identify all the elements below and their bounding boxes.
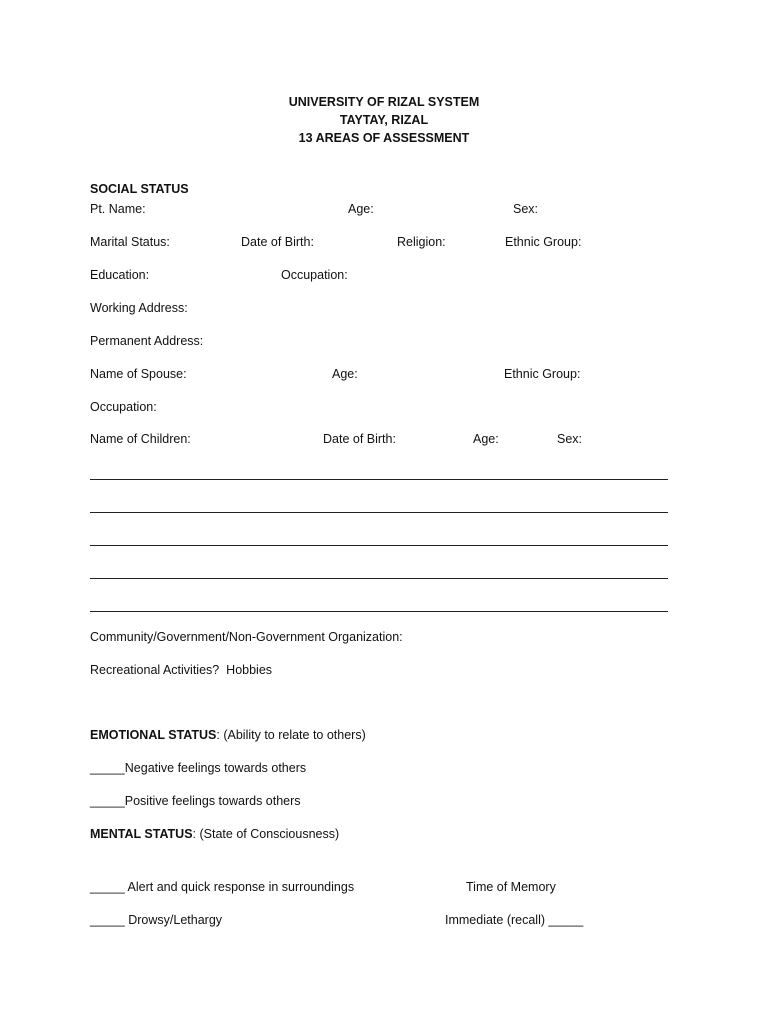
occupation-label: Occupation: xyxy=(281,268,348,282)
children-sex-label: Sex: xyxy=(557,432,583,446)
negative-feelings-item[interactable]: _____Negative feelings towards others xyxy=(90,761,307,775)
education-label: Education: xyxy=(90,268,150,282)
spouse-age-label: Age: xyxy=(332,367,358,381)
blank-line[interactable] xyxy=(90,479,668,480)
children-age-label: Age: xyxy=(473,432,499,446)
header-title: 13 AREAS OF ASSESSMENT xyxy=(298,131,470,145)
emotional-status-heading: EMOTIONAL STATUS xyxy=(90,728,217,742)
blank-line[interactable] xyxy=(90,578,668,579)
working-address-label: Working Address: xyxy=(90,301,188,315)
blank-line[interactable] xyxy=(90,611,668,612)
name-of-spouse-label: Name of Spouse: xyxy=(90,367,187,381)
header-university: UNIVERSITY OF RIZAL SYSTEM xyxy=(288,95,480,109)
permanent-address-label: Permanent Address: xyxy=(90,334,204,348)
mental-status-note: : (State of Consciousness) xyxy=(192,827,340,841)
recreational-label: Recreational Activities? Hobbies xyxy=(90,663,273,677)
time-of-memory-label: Time of Memory xyxy=(466,880,556,894)
emotional-status-line xyxy=(90,729,366,742)
emotional-status-note: : (Ability to relate to others) xyxy=(216,728,366,742)
social-status-heading: SOCIAL STATUS xyxy=(90,182,189,196)
mental-status-heading: MENTAL STATUS xyxy=(90,827,193,841)
religion-label: Religion: xyxy=(397,235,446,249)
spouse-ethnic-group-label: Ethnic Group: xyxy=(504,367,581,381)
marital-status-label: Marital Status: xyxy=(90,235,170,249)
blank-line[interactable] xyxy=(90,545,668,546)
header-location: TAYTAY, RIZAL xyxy=(339,113,429,127)
children-dob-label: Date of Birth: xyxy=(323,432,396,446)
spouse-occupation-label: Occupation: xyxy=(90,400,157,414)
age-label: Age: xyxy=(348,202,374,216)
name-of-children-label: Name of Children: xyxy=(90,432,191,446)
alert-response-item[interactable]: _____ Alert and quick response in surroundings xyxy=(90,880,355,894)
blank-line[interactable] xyxy=(90,512,668,513)
drowsy-lethargy-item[interactable]: _____ Drowsy/Lethargy xyxy=(90,913,223,927)
immediate-recall-item[interactable]: Immediate (recall) _____ xyxy=(445,913,584,927)
pt-name-label: Pt. Name: xyxy=(90,202,146,216)
positive-feelings-item[interactable]: _____Positive feelings towards others xyxy=(90,794,301,808)
mental-status-line xyxy=(90,828,339,841)
organization-label: Community/Government/Non-Government Organization: xyxy=(90,630,403,644)
date-of-birth-label: Date of Birth: xyxy=(241,235,314,249)
ethnic-group-label: Ethnic Group: xyxy=(505,235,582,249)
sex-label: Sex: xyxy=(513,202,539,216)
